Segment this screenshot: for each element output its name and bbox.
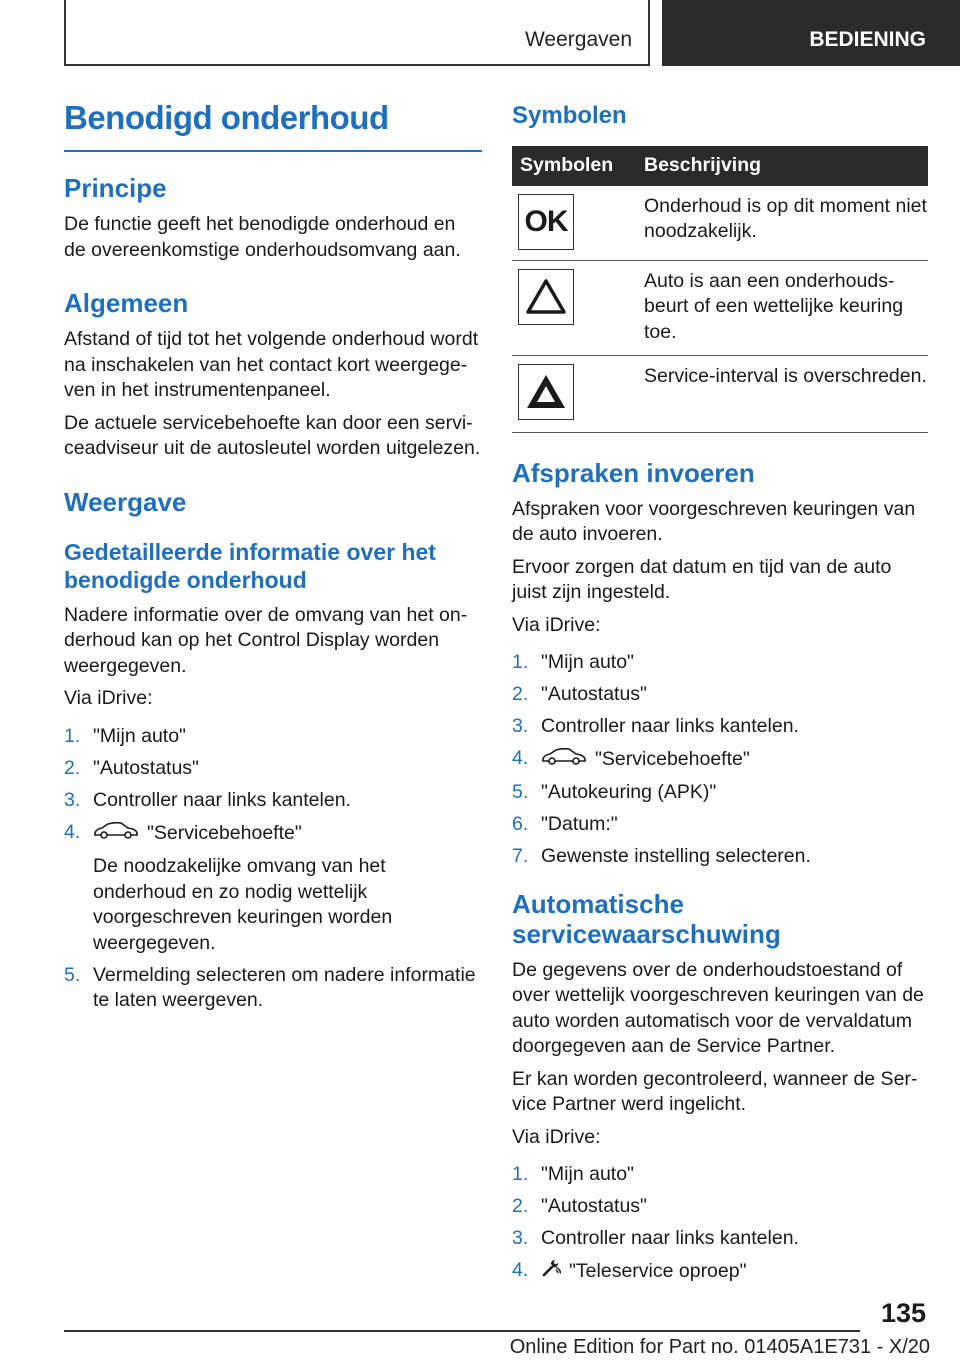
step-text: "Autostatus" <box>541 683 647 706</box>
list-item <box>64 820 482 957</box>
step-number: 3. <box>64 788 81 811</box>
symbol-description: Service-interval is overschreden. <box>636 356 928 433</box>
afspraken-steps <box>512 650 928 870</box>
list-item <box>512 1258 928 1286</box>
principe-text: De functie geeft het benodigde onderhoud en de overeenkomstige onderhoudsomvang aan. <box>64 213 461 261</box>
automatische-via: Via iDrive: <box>512 1125 601 1148</box>
heading-algemeen: Algemeen <box>64 288 189 319</box>
column-header-symbolen: Symbolen <box>512 146 636 186</box>
symbol-description: Onderhoud is op dit moment niet noodzakelijk. <box>636 186 928 261</box>
warning-triangle-outline-icon <box>518 269 574 325</box>
step-text: Gewenste instelling selecteren. <box>541 845 811 868</box>
list-item <box>512 714 928 740</box>
weergave-via: Via iDrive: <box>64 687 153 710</box>
step-number: 2. <box>512 683 529 706</box>
list-item <box>512 812 928 838</box>
heading-weergave: Weergave <box>64 486 187 517</box>
step-number: 1. <box>512 651 529 674</box>
warning-triangle-filled-icon <box>518 364 574 420</box>
table-row <box>512 186 928 261</box>
afspraken-text-1: Afspraken voor voorgeschreven keuringen van de auto invoeren. <box>512 497 916 546</box>
column-header-beschrijving: Beschrijving <box>636 146 928 186</box>
teleservice-wrench-icon <box>541 1258 561 1286</box>
symbol-description: Auto is aan een onderhoudsbeurt of een wettelijke keuring toe. <box>636 260 928 356</box>
algemeen-text-1: Afstand of tijd tot het volgende onderhoud wordt na inschakelen van het contact kort weergegeven in het instrumentenpaneel. <box>64 328 479 402</box>
step-text: Controller naar links kantelen. <box>93 788 351 811</box>
step-number: 2. <box>512 1195 529 1218</box>
list-item <box>64 788 482 814</box>
page-number: 135 <box>880 1298 926 1328</box>
step-text: Controller naar links kantelen. <box>541 1227 799 1250</box>
list-item <box>64 756 482 782</box>
heading-automatische-servicewaarschuwing: Automatische servicewaarschuwing <box>512 888 781 949</box>
step-text: "Mijn auto" <box>93 724 186 747</box>
automatische-text-2: Er kan worden gecontroleerd, wanneer de Service Partner werd ingelicht. <box>512 1067 918 1116</box>
list-item <box>512 650 928 676</box>
list-item <box>512 682 928 708</box>
list-item <box>64 724 482 750</box>
step-number: 1. <box>512 1163 529 1186</box>
step-number: 5. <box>64 963 81 986</box>
symbols-table <box>512 146 928 434</box>
subheading-gedetailleerde-informatie: Gedetailleerde informatie over het benodigde onderhoud <box>64 539 436 594</box>
algemeen-text-2: De actuele servicebehoefte kan door een serviceadviseur uit de autosleutel worden uitgelezen. <box>64 411 481 460</box>
table-row <box>512 260 928 356</box>
car-icon <box>93 820 139 848</box>
table-header-row <box>512 146 928 186</box>
step-text: "Mijn auto" <box>541 1163 634 1186</box>
step-number: 5. <box>512 781 529 804</box>
step-number: 1. <box>64 724 81 747</box>
heading-afspraken-invoeren: Afspraken invoeren <box>512 458 755 489</box>
footer-divider <box>64 1330 860 1332</box>
step-number: 4. <box>64 820 81 843</box>
step-number: 3. <box>512 715 529 738</box>
step-text: "Autokeuring (APK)" <box>541 781 717 804</box>
step-text: "Datum:" <box>541 813 618 836</box>
step-text: "Autostatus" <box>93 756 199 779</box>
heading-principe: Principe <box>64 173 167 204</box>
afspraken-text-2: Ervoor zorgen dat datum en tijd van de auto juist zijn ingesteld. <box>512 555 892 604</box>
step-number: 6. <box>512 813 529 836</box>
step-number: 2. <box>64 756 81 779</box>
step-text: "Teleservice oproep" <box>569 1260 747 1283</box>
list-item <box>512 746 928 774</box>
step-text: "Servicebehoefte" <box>595 748 750 771</box>
page-header <box>0 0 960 66</box>
car-icon <box>541 746 587 774</box>
step-text: Controller naar links kantelen. <box>541 715 799 738</box>
ok-icon <box>518 194 574 250</box>
header-chapter-tab <box>662 0 960 66</box>
table-row <box>512 356 928 433</box>
list-item <box>512 844 928 870</box>
weergave-text: Nadere informatie over de omvang van het onderhoud kan op het Control Display worden weergegeven. <box>64 603 468 677</box>
step-number: 7. <box>512 845 529 868</box>
header-section-title: Weergaven <box>524 28 632 51</box>
automatische-steps <box>512 1162 928 1286</box>
step-subtext: De noodzakelijke omvang van het onderhoud en zo nodig wettelijk voorgeschreven keuringen worden weergegeven. <box>93 855 393 954</box>
step-number: 4. <box>512 1259 529 1282</box>
step-text: "Servicebehoefte" <box>147 821 302 844</box>
right-column <box>512 102 928 1292</box>
weergave-steps <box>64 724 482 1014</box>
afspraken-via: Via iDrive: <box>512 613 601 636</box>
step-text: "Autostatus" <box>541 1195 647 1218</box>
page-title: Benodigd onderhoud <box>64 100 482 152</box>
step-number: 4. <box>512 747 529 770</box>
left-column <box>64 100 482 1020</box>
list-item <box>512 1226 928 1252</box>
list-item <box>64 963 482 1014</box>
step-text: "Mijn auto" <box>541 651 634 674</box>
list-item <box>512 1162 928 1188</box>
step-number: 3. <box>512 1227 529 1250</box>
footer-edition: Online Edition for Part no. 01405A1E731 - X/20 <box>509 1336 930 1358</box>
list-item <box>512 1194 928 1220</box>
header-chapter-label: BEDIENING <box>809 28 926 51</box>
ok-icon-label: OK <box>524 204 568 238</box>
heading-symbolen: Symbolen <box>512 102 627 129</box>
step-text: Vermelding selecteren om nadere informatie te laten weergeven. <box>93 963 476 1012</box>
list-item <box>512 780 928 806</box>
automatische-text-1: De gegevens over de onderhoudstoestand of over wettelijk voorgeschreven keuringen van de auto worden automatisch voor de vervaldatum doorgegeven aan de Service Partner. <box>512 958 924 1058</box>
